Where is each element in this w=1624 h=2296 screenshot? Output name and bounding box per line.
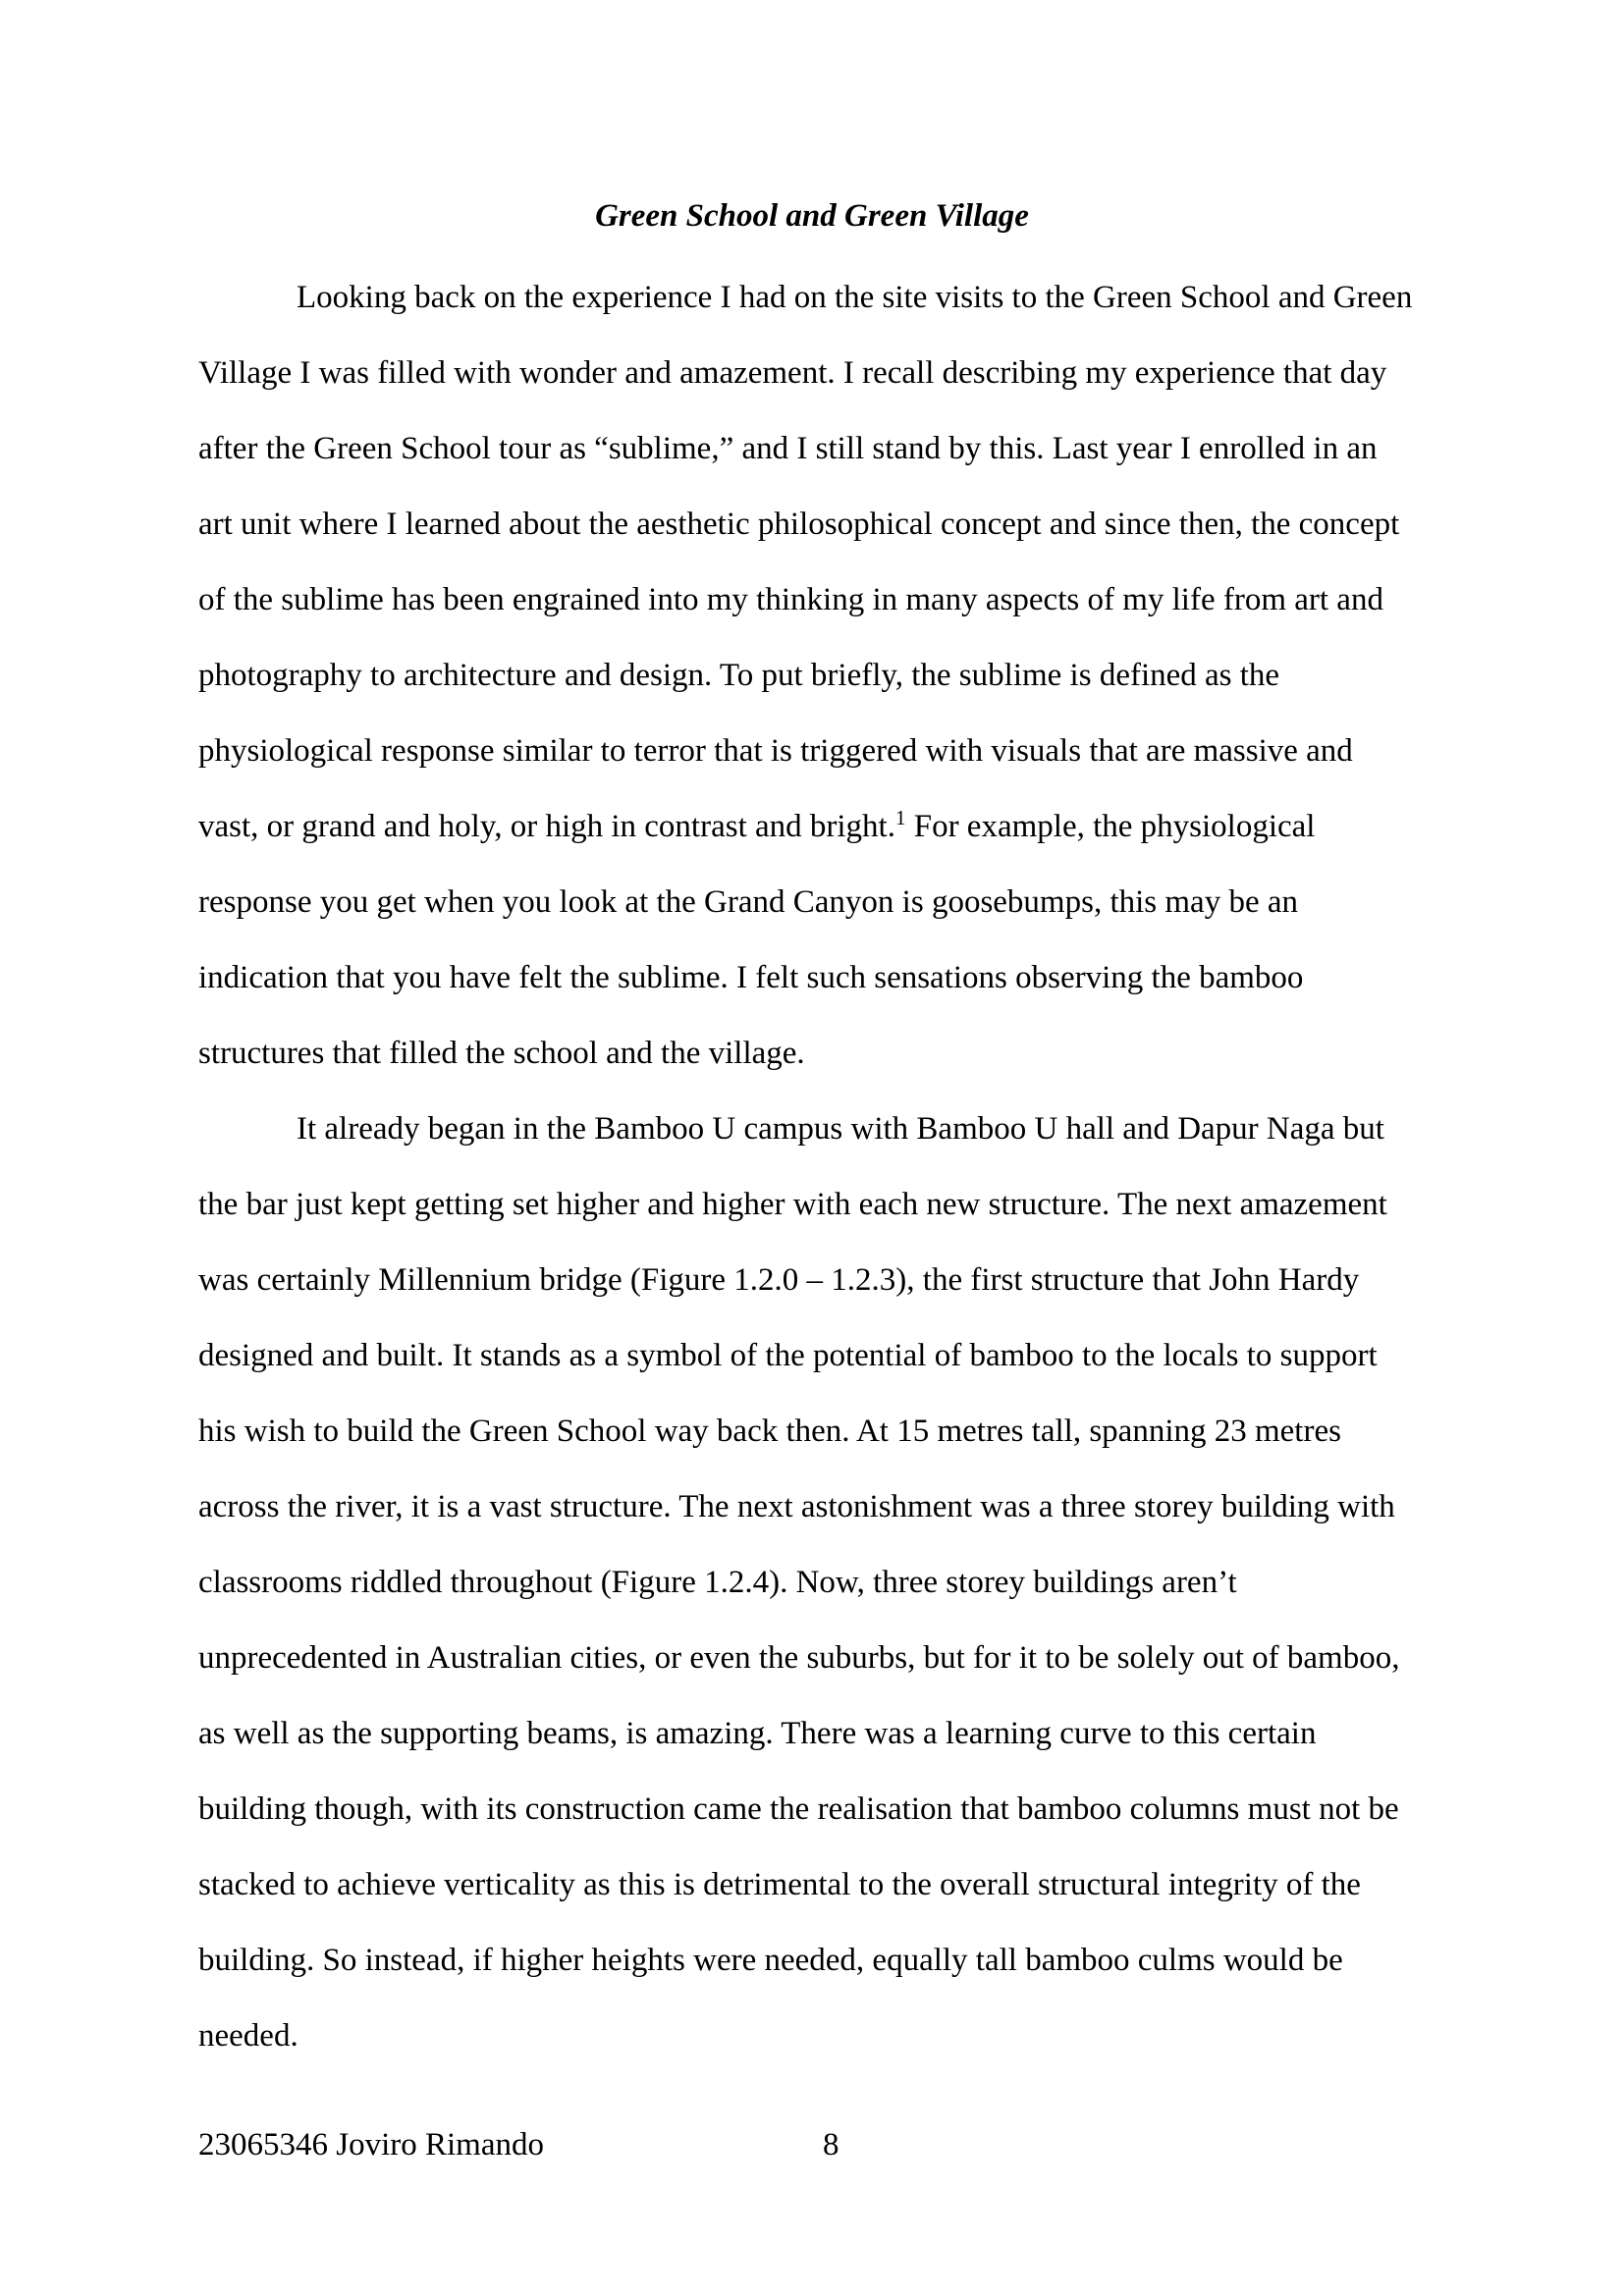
- essay-body: [198, 260, 1435, 2074]
- body-line: [198, 562, 1435, 638]
- body-line: [198, 1545, 1435, 1621]
- body-line: [198, 1167, 1435, 1243]
- body-line: [198, 1847, 1435, 1923]
- body-line: [198, 1999, 1435, 2074]
- body-line: [198, 1621, 1435, 1696]
- body-text-segment: physiological response similar to terror that is triggered with visuals that are massive and: [198, 733, 1353, 769]
- body-text-segment: Village I was filled with wonder and amazement. I recall describing my experience that day: [198, 355, 1387, 391]
- page-title: Green School and Green Village: [595, 198, 1029, 234]
- body-line: [198, 1243, 1435, 1318]
- body-text-segment: across the river, it is a vast structure. The next astonishment was a three storey building with: [198, 1489, 1395, 1524]
- body-text-segment: Looking back on the experience I had on the site visits to the Green School and Green: [297, 280, 1413, 315]
- body-line: [198, 940, 1435, 1016]
- body-line: [198, 1923, 1435, 1999]
- page-number: 8: [823, 2127, 839, 2163]
- body-text-segment: It already began in the Bamboo U campus with Bamboo U hall and Dapur Naga but: [297, 1111, 1384, 1147]
- body-line: [198, 1772, 1435, 1847]
- body-line: [198, 1016, 1435, 1092]
- body-text-segment: stacked to achieve verticality as this is detrimental to the overall structural integrity of the: [198, 1867, 1361, 1902]
- body-line: [198, 1696, 1435, 1772]
- body-text-segment: art unit where I learned about the aesthetic philosophical concept and since then, the concept: [198, 507, 1400, 542]
- body-text-segment: indication that you have felt the sublime. I felt such sensations observing the bamboo: [198, 960, 1304, 995]
- body-line: [198, 714, 1435, 789]
- body-text-segment: For example, the physiological: [905, 809, 1316, 844]
- body-line: [198, 1092, 1435, 1167]
- body-line: [198, 336, 1435, 411]
- body-text-segment: unprecedented in Australian cities, or even the suburbs, but for it to be solely out of bamboo,: [198, 1640, 1400, 1676]
- body-text-segment: was certainly Millennium bridge (Figure 1.2.0 – 1.2.3), the first structure that John Hardy: [198, 1262, 1360, 1298]
- student-id: 23065346 Joviro Rimando: [198, 2127, 544, 2163]
- body-text-segment: of the sublime has been engrained into my thinking in many aspects of my life from art and: [198, 582, 1383, 617]
- body-line: [198, 1318, 1435, 1394]
- body-line: [198, 1469, 1435, 1545]
- body-line: [198, 411, 1435, 487]
- body-text-segment: after the Green School tour as “sublime,” and I still stand by this. Last year I enrolled in an: [198, 431, 1378, 466]
- body-text-segment: as well as the supporting beams, is amazing. There was a learning curve to this certain: [198, 1716, 1317, 1751]
- body-text-segment: needed.: [198, 2018, 298, 2054]
- body-text-segment: his wish to build the Green School way back then. At 15 metres tall, spanning 23 metres: [198, 1414, 1341, 1449]
- body-text-segment: the bar just kept getting set higher and higher with each new structure. The next amazement: [198, 1187, 1387, 1222]
- body-line: [198, 789, 1435, 865]
- body-text-segment: designed and built. It stands as a symbol of the potential of bamboo to the locals to support: [198, 1338, 1378, 1373]
- body-text-segment: building though, with its construction came the realisation that bamboo columns must not be: [198, 1791, 1399, 1827]
- body-text-segment: building. So instead, if higher heights were needed, equally tall bamboo culms would be: [198, 1943, 1343, 1978]
- body-line: [198, 260, 1435, 336]
- body-text-segment: structures that filled the school and the village.: [198, 1036, 805, 1071]
- body-line: [198, 487, 1435, 562]
- footnote-ref: 1: [894, 806, 906, 829]
- body-text-segment: vast, or grand and holy, or high in contrast and bright.: [198, 809, 895, 844]
- body-text-segment: classrooms riddled throughout (Figure 1.2.4). Now, three storey buildings aren’t: [198, 1565, 1237, 1600]
- body-line: [198, 865, 1435, 940]
- body-line: [198, 638, 1435, 714]
- body-text-segment: response you get when you look at the Grand Canyon is goosebumps, this may be an: [198, 884, 1298, 920]
- body-line: [198, 1394, 1435, 1469]
- body-text-segment: photography to architecture and design. To put briefly, the sublime is defined as the: [198, 658, 1280, 693]
